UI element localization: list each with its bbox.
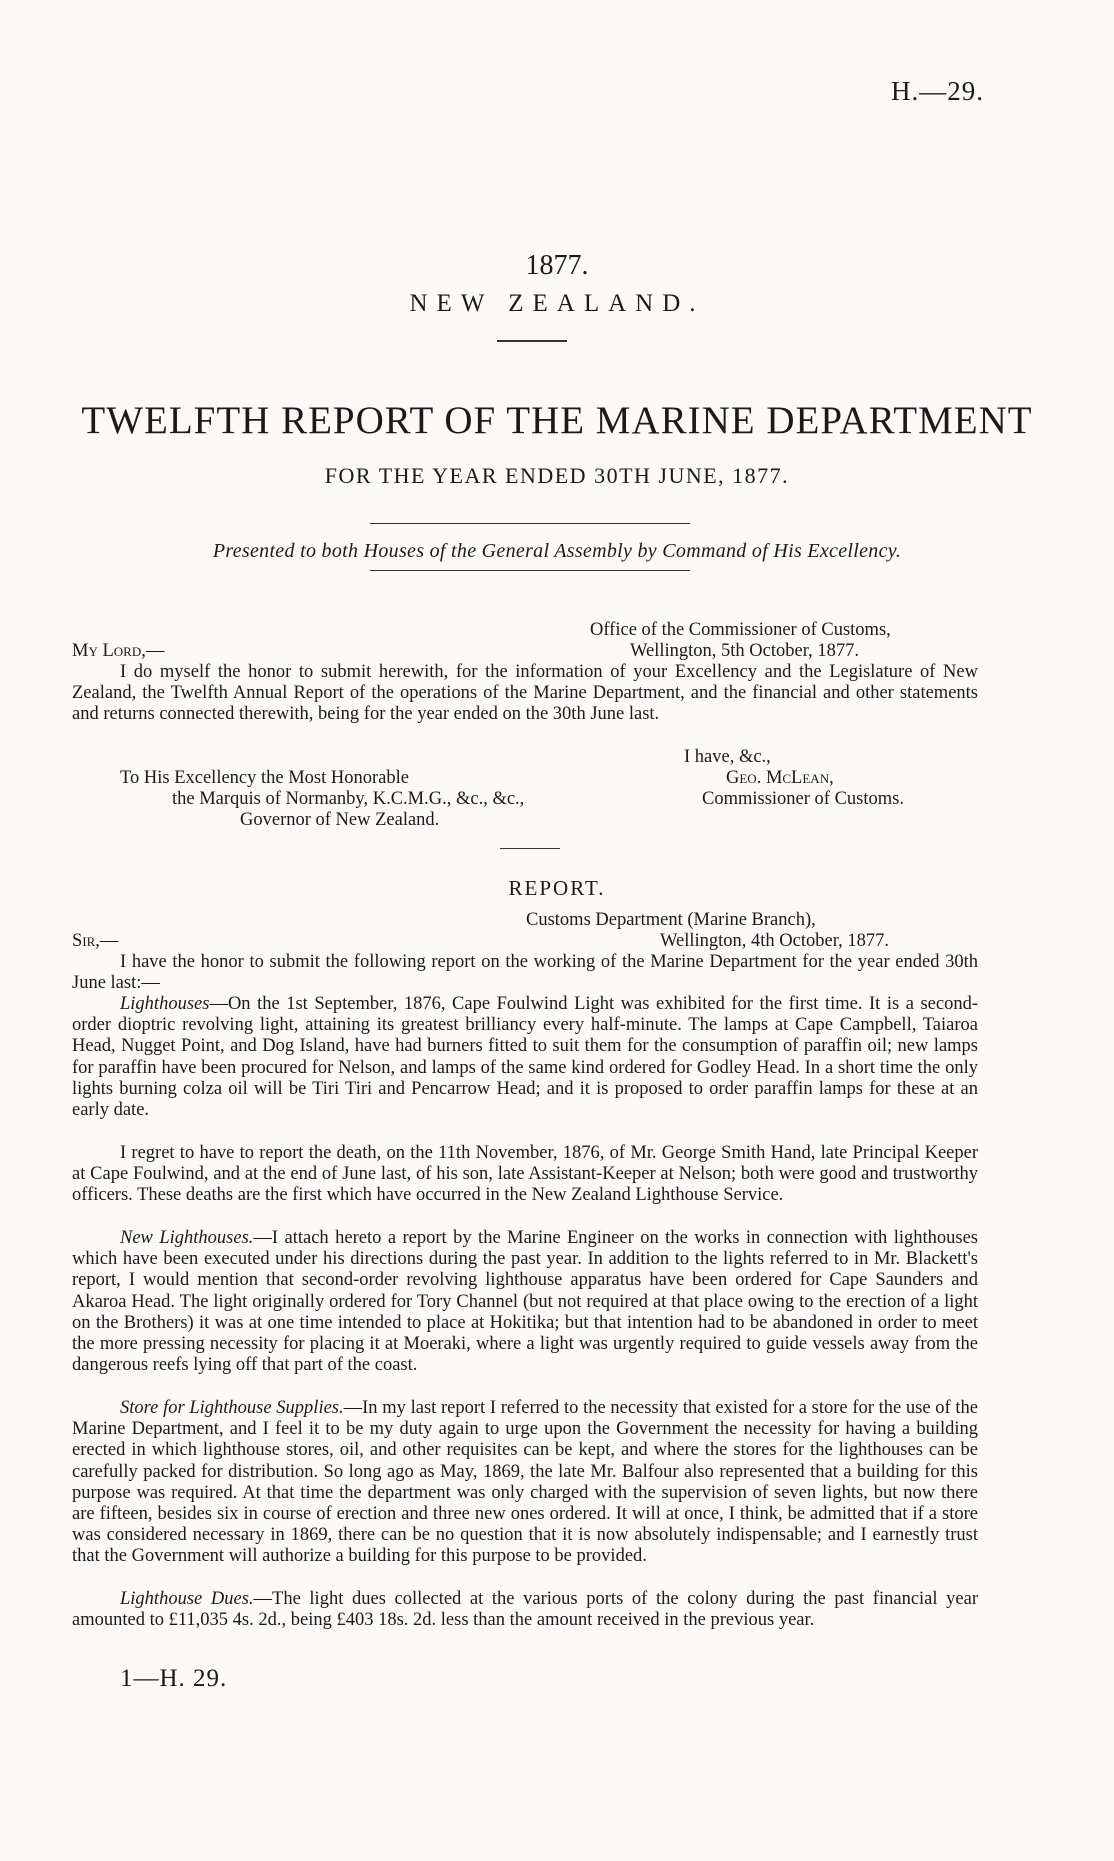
dues-text: —The light dues collected at the various ports of the colony during the past financial year amounted to £11,035 4s. 2d., being £403 18s. 2d. less than the amount received in the previous year. bbox=[72, 1589, 978, 1631]
store-heading: Store for Lighthouse Supplies. bbox=[120, 1398, 344, 1418]
signer-name: Geo. McLean, bbox=[726, 768, 834, 788]
office-line: Office of the Commissioner of Customs, bbox=[590, 620, 891, 640]
divider-rule bbox=[500, 848, 560, 849]
page-reference: H.—29. bbox=[891, 76, 984, 106]
lighthouses-heading: Lighthouses bbox=[120, 994, 210, 1014]
letter-closing: I have, &c., bbox=[684, 747, 771, 767]
signer-title: Commissioner of Customs. bbox=[702, 789, 904, 809]
regret-paragraph: I regret to have to report the death, on the 11th November, 1876, of Mr. George Smith Hand, late Principal Keeper at Cape Foulwind, and at the end of June last, of his son, late Assistant-Keeper at Nelson; both were good and trustworthy officers. These deaths are the first which have occurred in the New Zealand Lighthouse Service. bbox=[72, 1143, 978, 1206]
dues-heading: Lighthouse Dues. bbox=[120, 1589, 254, 1609]
office-date-line: Wellington, 5th October, 1877. bbox=[630, 641, 859, 661]
dues-paragraph bbox=[72, 1589, 978, 1631]
new-lighthouses-heading: New Lighthouses. bbox=[120, 1228, 254, 1248]
report-intro: I have the honor to submit the following report on the working of the Marine Department for the year ended 30th June last:— bbox=[72, 952, 978, 994]
report-heading: REPORT. bbox=[508, 876, 606, 900]
divider-rule bbox=[497, 340, 567, 342]
addressee-line: the Marquis of Normanby, K.C.M.G., &c., &c., bbox=[172, 789, 525, 809]
document-year: 1877. bbox=[525, 250, 589, 281]
office-address bbox=[590, 620, 891, 641]
department-date: Wellington, 4th October, 1877. bbox=[660, 931, 889, 951]
store-paragraph bbox=[72, 1398, 978, 1568]
lighthouses-paragraph bbox=[72, 994, 978, 1121]
addressee-line: Governor of New Zealand. bbox=[240, 810, 440, 830]
document-country: NEW ZEALAND. bbox=[409, 290, 705, 317]
page-title: TWELFTH REPORT OF THE MARINE DEPARTMENT bbox=[81, 399, 1033, 442]
presented-note: Presented to both Houses of the General Assembly by Command of His Excellency. bbox=[212, 540, 902, 562]
store-text: —In my last report I referred to the necessity that existed for a store for the use of the Marine Department, and I feel it to be my duty again to urge upon the Government the necessity for having a building erected in which lighthouse stores, oil, and other requisites can be kept, and where the stores for the lighthouses can be carefully packed for distribution. So long ago as May, 1869, the late Mr. Balfour also represented that a building for this purpose was required. At that time the department was only charged with the supervision of seven lights, but now there are fifteen, besides six in course of erection and three new ones ordered. It will at once, I think, be admitted that if a store was considered necessary in 1869, there can be no question that it is now absolutely indispensable; and I earnestly trust that the Government will authorize a building for this purpose to be provided. bbox=[72, 1398, 978, 1567]
letter-body: I do myself the honor to submit herewith, for the information of your Excellency and the Legislature of New Zealand, the Twelfth Annual Report of the operations of the Marine Department, and the financial and other statements and returns connected therewith, being for the year ended on the 30th June last. bbox=[72, 662, 978, 725]
letter-salutation: My Lord,— bbox=[72, 641, 165, 661]
report-salutation: Sir,— bbox=[72, 931, 119, 951]
new-lighthouses-text: —I attach hereto a report by the Marine Engineer on the works in connection with lighthouses which have been executed under his directions during the past year. In addition to the lights referred to in Mr. Blackett's report, I would mention that second-order revolving lighthouse apparatus have been ordered for Cape Saunders and Akaroa Head. The light originally ordered for Tory Channel (but not required at that place owing to the erection of a light on the Brothers) it was at one time intended to place at Hokitika; but that intention had to be abandoned in order to meet the more pressing necessity for placing it at Moeraki, where a light was urgently required to guide vessels away from the dangerous reefs lying off that part of the coast. bbox=[72, 1228, 978, 1376]
divider-rule bbox=[370, 523, 690, 524]
department-line: Customs Department (Marine Branch), bbox=[526, 910, 816, 930]
new-lighthouses-paragraph bbox=[72, 1228, 978, 1376]
office-date bbox=[630, 641, 859, 662]
lighthouses-text: —On the 1st September, 1876, Cape Foulwind Light was exhibited for the first time. It is a second-order dioptric revolving light, attaining its greatest brilliancy every half-minute. The lamps at Cape Campbell, Taiaroa Head, Nugget Point, and Dog Island, have had burners fitted to suit them for the consumption of paraffin oil; new lamps for paraffin have been procured for Nelson, and lamps of the same kind ordered for Godley Head. In a short time the only lights burning colza oil will be Tiri Tiri and Pencarrow Head; and it is proposed to order paraffin lamps for these at an early date. bbox=[72, 994, 978, 1121]
addressee-line: To His Excellency the Most Honorable bbox=[120, 768, 409, 788]
page-subtitle: FOR THE YEAR ENDED 30TH JUNE, 1877. bbox=[324, 463, 790, 488]
signature-mark: 1—H. 29. bbox=[120, 1665, 228, 1692]
divider-rule bbox=[370, 570, 690, 571]
